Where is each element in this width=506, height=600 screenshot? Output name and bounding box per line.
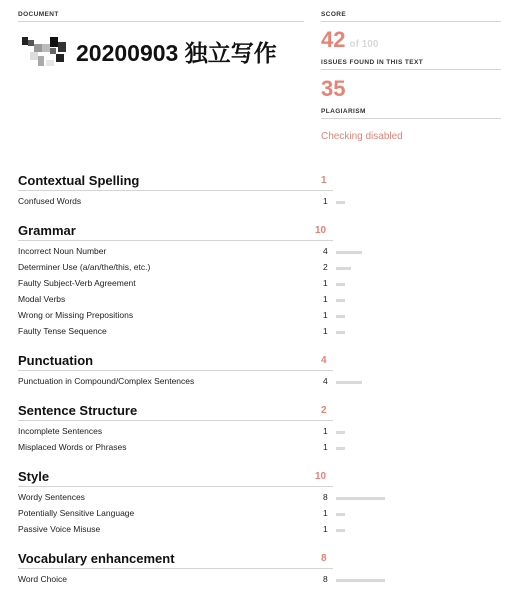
category-title: Vocabulary enhancement	[18, 551, 175, 566]
category-items	[18, 194, 505, 210]
issue-row[interactable]	[18, 260, 505, 276]
score-label: SCORE	[321, 11, 347, 18]
issue-count: 1	[323, 326, 328, 336]
document-section	[18, 11, 304, 68]
document-divider	[18, 21, 304, 22]
issue-count-bar	[336, 431, 345, 434]
issue-row[interactable]	[18, 194, 505, 210]
issue-count: 1	[323, 310, 328, 320]
issue-count: 1	[323, 442, 328, 452]
issue-categories	[18, 172, 505, 600]
category-header[interactable]	[18, 172, 333, 191]
category-count: 10	[315, 225, 327, 236]
document-title: 20200903 独立写作	[76, 39, 277, 66]
category-title: Punctuation	[18, 353, 94, 368]
issue-row[interactable]	[18, 522, 505, 538]
plagiarism-status: Checking disabled	[321, 131, 403, 142]
document-title-row	[18, 34, 304, 68]
category-count: 1	[321, 175, 327, 186]
issue-row[interactable]	[18, 244, 505, 260]
category-items	[18, 374, 505, 390]
issue-count-bar	[336, 447, 345, 450]
category-title: Style	[18, 469, 50, 484]
score-of-text: of 100	[349, 39, 379, 50]
category-header[interactable]	[18, 222, 333, 241]
issue-row[interactable]	[18, 440, 505, 456]
issue-count-bar	[336, 331, 345, 334]
issue-count-bar	[336, 299, 345, 302]
category-count: 10	[315, 471, 327, 482]
issue-count: 8	[323, 574, 328, 584]
issue-count: 1	[323, 508, 328, 518]
category-title: Sentence Structure	[18, 403, 138, 418]
issue-label: Passive Voice Misuse	[18, 524, 101, 534]
issue-label: Modal Verbs	[18, 294, 66, 304]
issue-count: 1	[323, 196, 328, 206]
category-section	[18, 172, 505, 210]
issue-count-bar	[336, 267, 351, 270]
issue-count: 1	[323, 278, 328, 288]
issue-count: 4	[323, 246, 328, 256]
plagiarism-label: PLAGIARISM	[321, 108, 366, 115]
issue-row[interactable]	[18, 572, 505, 588]
category-section	[18, 222, 505, 340]
category-title: Grammar	[18, 223, 76, 238]
category-count: 8	[321, 553, 327, 564]
category-items	[18, 244, 505, 340]
issues-label: ISSUES FOUND IN THIS TEXT	[321, 59, 424, 66]
plagiarism-divider	[321, 118, 501, 119]
category-count: 4	[321, 355, 327, 366]
issue-row[interactable]	[18, 490, 505, 506]
category-header[interactable]	[18, 402, 333, 421]
issue-label: Confused Words	[18, 196, 82, 206]
issue-label: Incorrect Noun Number	[18, 246, 107, 256]
category-section	[18, 352, 505, 390]
issue-count-bar	[336, 497, 385, 500]
issues-row	[321, 78, 501, 102]
issue-row[interactable]	[18, 374, 505, 390]
issue-label: Potentially Sensitive Language	[18, 508, 135, 518]
issue-count: 1	[323, 426, 328, 436]
category-items	[18, 490, 505, 538]
issue-label: Faulty Tense Sequence	[18, 326, 107, 336]
category-header[interactable]	[18, 468, 333, 487]
issue-count: 1	[323, 524, 328, 534]
issue-row[interactable]	[18, 308, 505, 324]
category-section	[18, 402, 505, 456]
issue-count: 4	[323, 376, 328, 386]
issue-count: 2	[323, 262, 328, 272]
issue-label: Faulty Subject-Verb Agreement	[18, 278, 136, 288]
issue-count: 1	[323, 294, 328, 304]
issue-count-bar	[336, 283, 345, 286]
category-items	[18, 424, 505, 456]
issue-row[interactable]	[18, 292, 505, 308]
category-title: Contextual Spelling	[18, 173, 140, 188]
score-divider	[321, 21, 501, 22]
issue-count-bar	[336, 315, 345, 318]
issue-label: Word Choice	[18, 574, 67, 584]
issue-label: Determiner Use (a/an/the/this, etc.)	[18, 262, 151, 272]
app-logo-icon	[18, 34, 68, 68]
issue-row[interactable]	[18, 506, 505, 522]
issue-label: Wrong or Missing Prepositions	[18, 310, 134, 320]
issue-row[interactable]	[18, 276, 505, 292]
category-items	[18, 572, 505, 588]
issue-label: Incomplete Sentences	[18, 426, 103, 436]
issues-divider	[321, 69, 501, 70]
issue-count-bar	[336, 251, 362, 254]
document-label: DOCUMENT	[18, 11, 59, 18]
issue-label: Punctuation in Compound/Complex Sentences	[18, 376, 195, 386]
issue-count: 8	[323, 492, 328, 502]
issue-count-bar	[336, 201, 345, 204]
score-row	[321, 29, 501, 51]
issue-label: Misplaced Words or Phrases	[18, 442, 127, 452]
issues-value: 35	[321, 76, 346, 101]
category-section	[18, 468, 505, 538]
category-header[interactable]	[18, 352, 333, 371]
issue-row[interactable]	[18, 424, 505, 440]
issue-count-bar	[336, 579, 385, 582]
issue-label: Wordy Sentences	[18, 492, 85, 502]
issue-count-bar	[336, 513, 345, 516]
score-value: 42	[321, 27, 346, 52]
issue-count-bar	[336, 529, 345, 532]
category-header[interactable]	[18, 550, 333, 569]
issue-row[interactable]	[18, 324, 505, 340]
stats-section	[321, 11, 501, 142]
category-section	[18, 550, 505, 588]
category-count: 2	[321, 405, 327, 416]
issue-count-bar	[336, 381, 362, 384]
